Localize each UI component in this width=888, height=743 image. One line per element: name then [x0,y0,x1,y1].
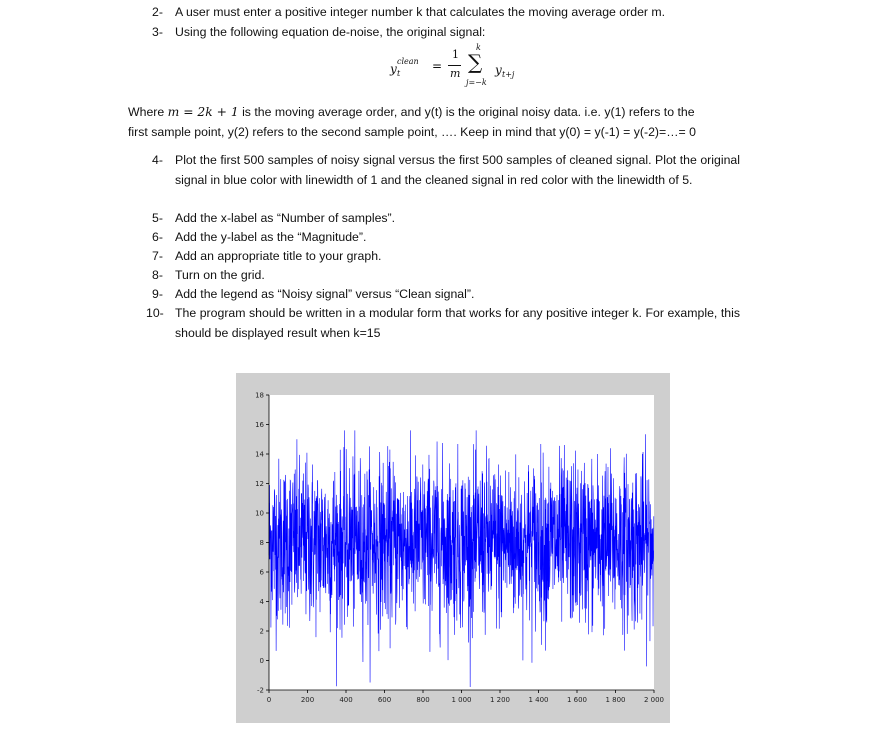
x-tick-label: 1 800 [605,696,626,704]
sum-icon: ∑ [468,50,483,74]
eq-lhs: y [390,62,397,76]
y-tick-label: 0 [259,657,264,665]
x-tick-label: 600 [377,696,392,704]
y-tick-label: 2 [259,627,264,636]
eq-equals: = [432,59,443,73]
x-tick-label: 1 400 [528,696,549,704]
item-8-number: 8- [152,268,163,282]
where-post: is the moving average order, and y(t) is the original noisy data. i.e. y(1) refers to the [238,105,695,119]
moving-average-equation [390,42,550,92]
eq-lhs-sub: t [397,69,401,78]
item-10-number: 10- [146,306,164,320]
noisy-signal-plot [236,373,670,723]
eq-fraction-bar [448,65,461,66]
y-tick-label: 14 [255,450,264,459]
x-tick-label: 200 [300,696,315,704]
eq-lhs-sup: clean [397,57,419,66]
x-tick-label: 400 [339,696,353,704]
item-6-text: Add the y-label as the “Magnitude”. [175,230,367,244]
item-5-number: 5- [152,211,163,225]
x-tick-label: 1 600 [566,696,588,704]
item-3-text: Using the following equation de-noise, the original signal: [175,25,486,39]
item-9-text: Add the legend as “Noisy signal” versus “Clean signal”. [175,287,475,301]
y-tick-label: 6 [259,568,264,577]
eq-sum-lower: j=−k [466,78,487,87]
x-tick-label: 1 200 [489,696,511,704]
x-tick-label: 800 [416,696,430,704]
where-line-1 [128,105,695,119]
y-tick-label: 10 [255,509,264,518]
eq-summand-sub: t+j [502,70,515,79]
item-7-text: Add an appropriate title to your graph. [175,249,382,263]
y-tick-label: 12 [255,480,264,488]
y-tick-label: 16 [255,421,264,429]
item-4-text: Plot the first 500 samples of noisy signal versus the first 500 samples of cleaned signal. Plot the original signal in blue color with linewidth of 1 and the cleaned signal in red color with the linewidth of 5. [175,153,740,187]
item-10-text: The program should be written in a modular form that works for any positive integer k. For example, this should be displayed result when k=15 [175,306,740,340]
item-4-number: 4- [152,153,163,167]
eq-frac-numerator: 1 [452,48,459,61]
item-9-number: 9- [152,287,163,301]
item-5-text: Add the x-label as “Number of samples”. [175,211,396,225]
x-tick-label: 2 000 [643,696,665,704]
item-3-number: 3- [152,25,163,39]
item-8-text: Turn on the grid. [175,268,265,282]
y-tick-label: 4 [259,598,264,606]
eq-sum-upper: k [476,43,481,52]
eq-summand: y [495,63,502,77]
item-2-text: A user must enter a positive integer number k that calculates the moving average order m. [175,5,666,19]
item-7-number: 7- [152,249,163,263]
where-math: m = 2k + 1 [167,105,239,119]
y-tick-label: 18 [255,391,264,400]
y-tick-label: 8 [259,539,264,547]
where-line-2: first sample point, y(2) refers to the second sample point, …. Keep in mind that y(0) = y(-1) = y(-2)=…= 0 [128,125,696,139]
item-6-number: 6- [152,230,163,244]
where-pre: Where [128,105,168,119]
eq-frac-denominator: m [450,67,461,80]
x-tick-label: 1 000 [451,696,472,704]
y-tick-label: -2 [257,686,264,695]
plot-panel [236,373,670,723]
item-2-number: 2- [152,5,163,19]
x-tick-label: 0 [266,696,272,704]
